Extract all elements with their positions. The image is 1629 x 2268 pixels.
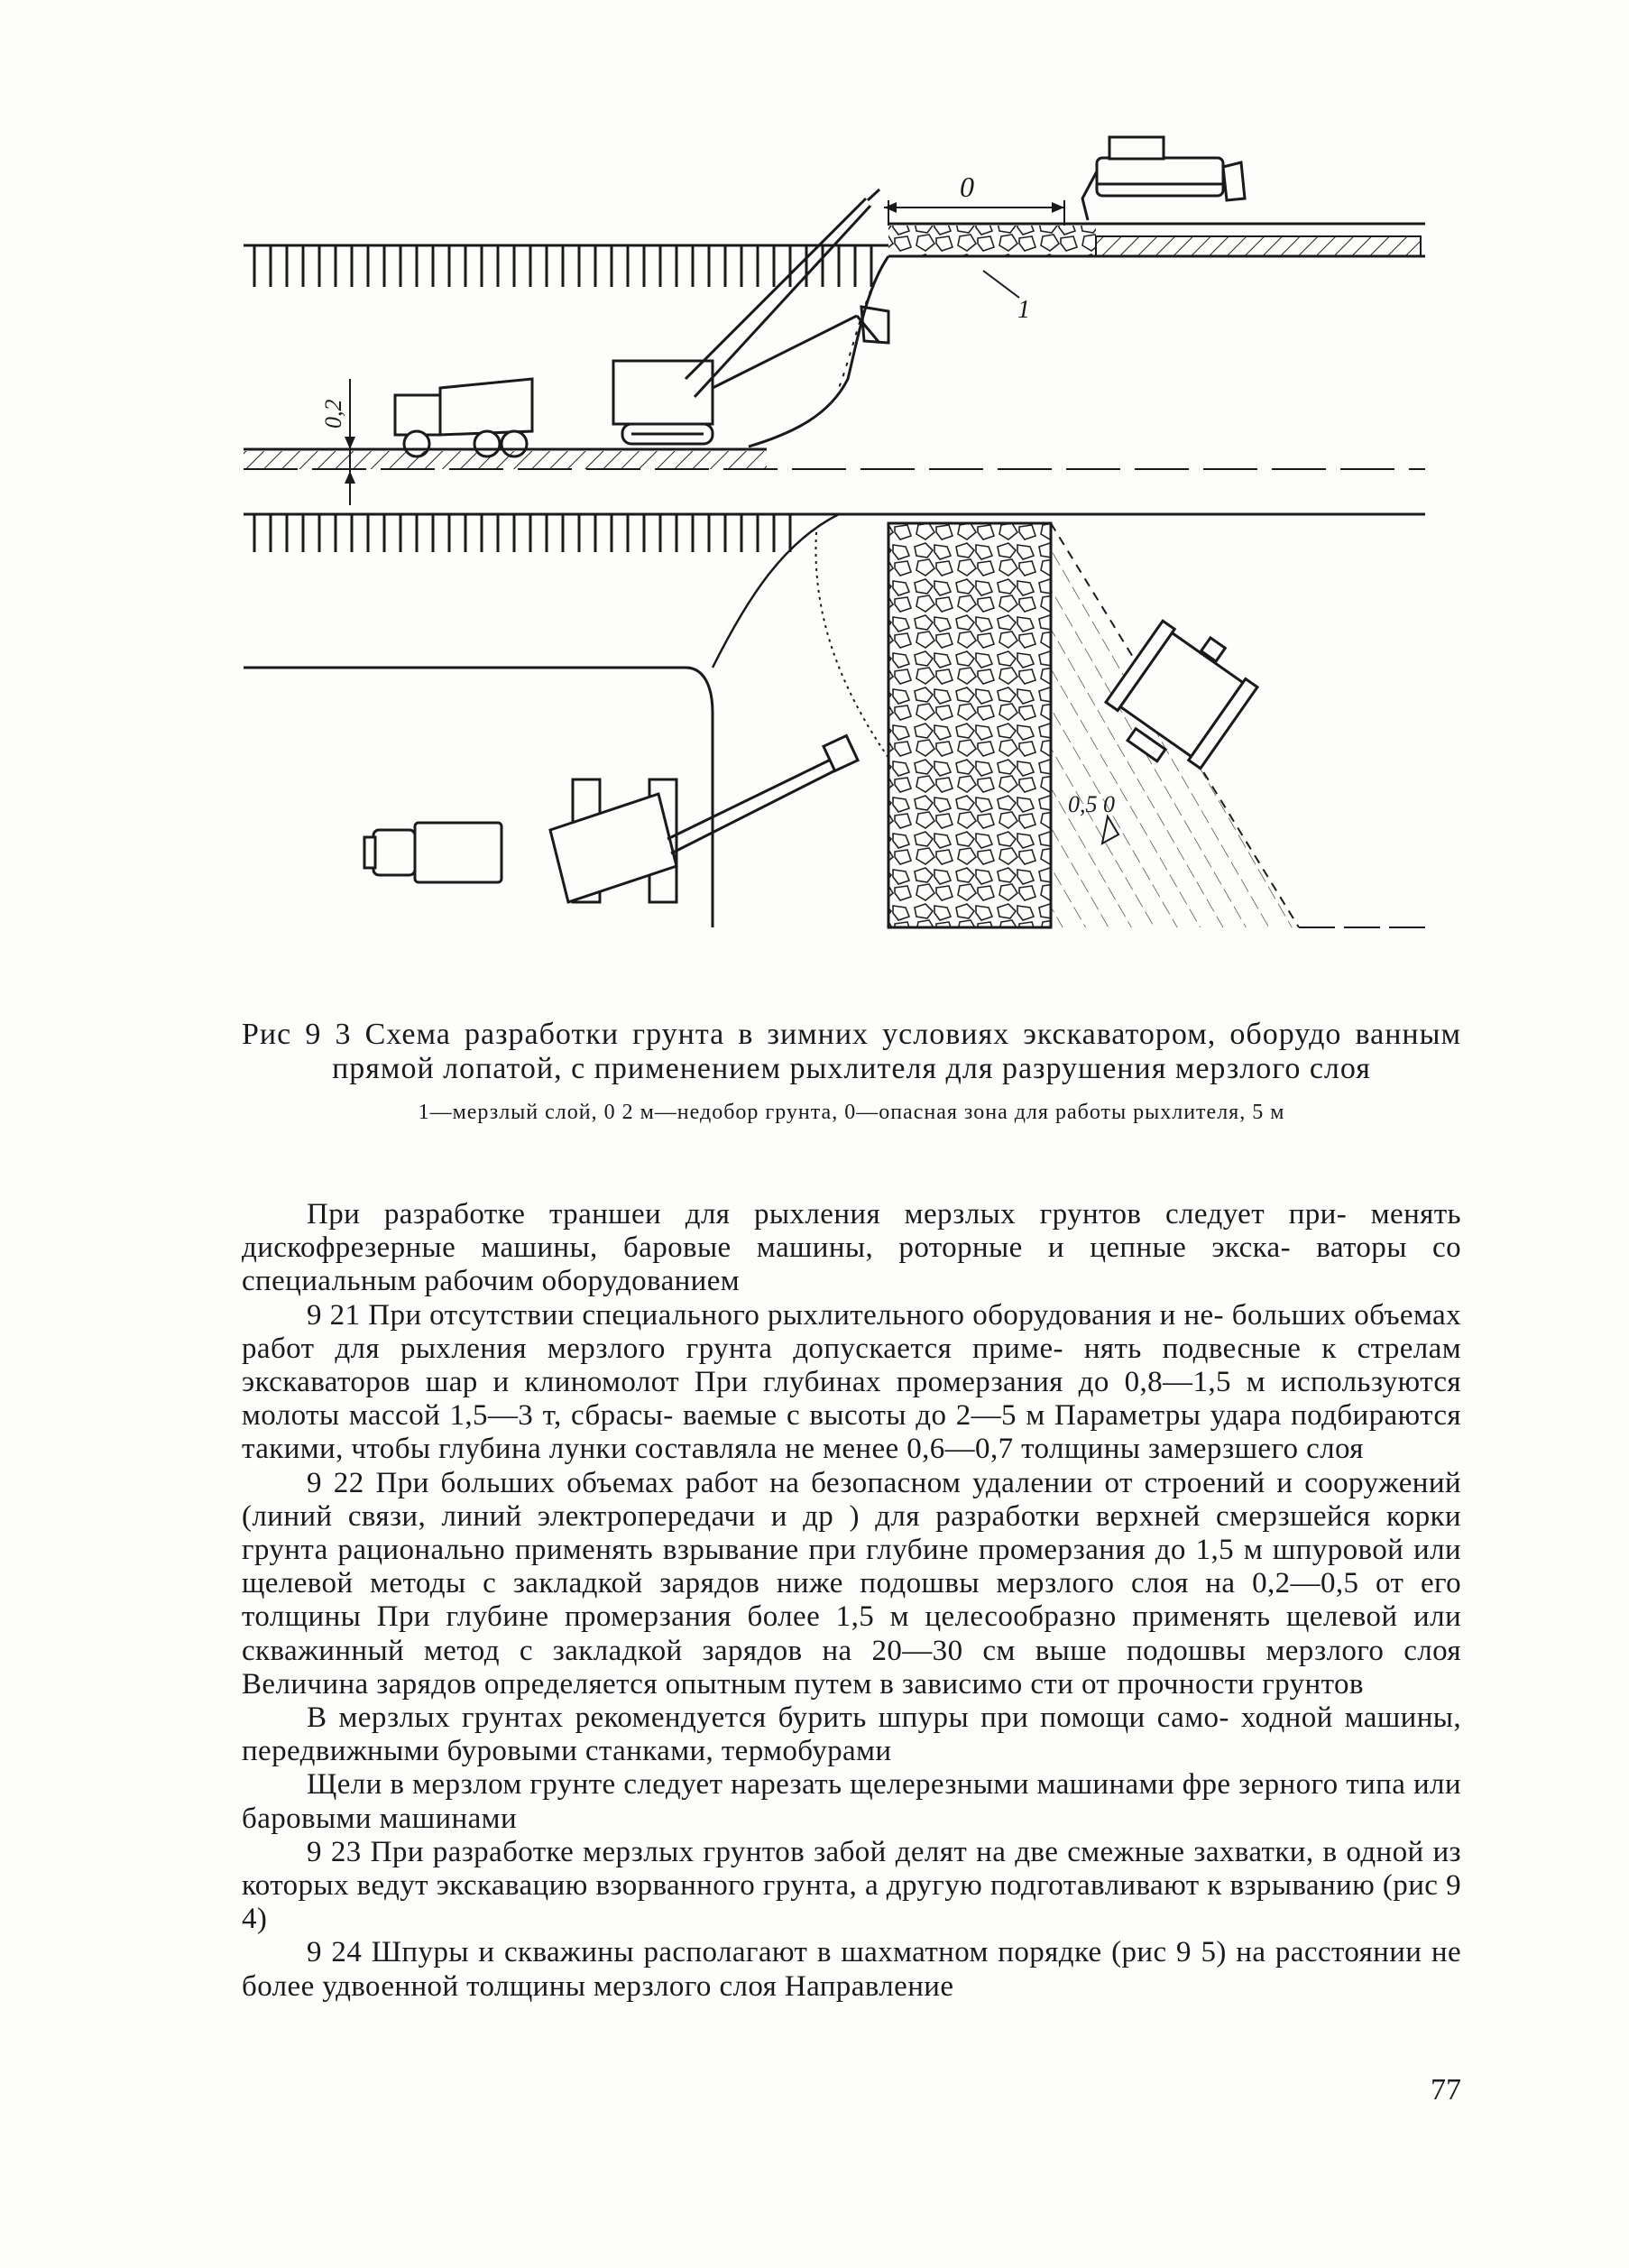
paragraph: 9 24 Шпуры и скважины располагают в шахматном порядке (рис 9 5) на расстоянии не более удвоенной толщины мерзлого слоя Направление	[242, 1936, 1461, 2003]
truck-plan-icon	[364, 823, 502, 882]
figure-excavation-scheme	[0, 0, 1629, 974]
paragraph: При разработке траншеи для рыхления мерзлых грунтов следует при- менять дискофрезерные машины, баровые машины, роторные и цепные экска- ваторы со специальным рабочим оборудованием	[242, 1198, 1461, 1298]
page-number: 77	[1431, 2073, 1461, 2107]
excavator-icon	[613, 189, 888, 444]
paragraph: 9 21 При отсутствии специального рыхлительного оборудования и не- больших объемах работ для рыхления мерзлого грунта допускается приме- нять подвесные к стрелам экскаваторов шар и клиномолот При глубинах промерзания до 0,8—1,5 м используются молоты массой 1,5—3 т, сбрасы- ваемые с высоты до 2—5 м Параметры удара подбираются такими, чтобы глубина лунки составляла не менее 0,6—0,7 толщины замерзшего слоя	[242, 1298, 1461, 1466]
frozen-layer-crust	[888, 226, 1096, 256]
section-view	[244, 171, 1425, 505]
loosened-soil-zone	[888, 523, 1051, 927]
bulldozer-ripper-icon	[1082, 137, 1245, 220]
excavator-plan-icon	[550, 735, 858, 902]
paragraph: Щели в мерзлом грунте следует нарезать щелерезными машинами фре зерного типа или баровыми машинами	[242, 1768, 1461, 1835]
plan-zone-label: 0,5 0	[1068, 791, 1115, 817]
dump-truck-icon	[395, 379, 532, 456]
paragraph: 9 23 При разработке мерзлых грунтов забой делят на две смежные захватки, в одной из которых ведут экскавацию взорванного грунта, а другую подготавливают к взрыванию (рис 9 4)	[242, 1835, 1461, 1936]
figure-caption	[242, 1018, 1461, 1126]
body-text	[242, 1198, 1461, 2004]
danger-zone-label: 0	[960, 171, 974, 203]
paragraph: 9 22 При больших объемах работ на безопасном удалении от строений и сооружений (линий связи, линий электропередачи и др ) для разработки верхней смерзшейся корки грунта рационально применять взрывание при глубине промерзания до 1,5 м шпуровой или щелевой методы с закладкой зарядов ниже подошвы мерзлого слоя на 0,2—0,5 от его толщины При глубине промерзания более 1,5 м целесообразно применять щелевой или скважинный метод с закладкой зарядов на 20—30 см выше подошвы мерзлого слоя Величина зарядов определяется опытным путем в зависимо сти от прочности грунтов	[242, 1466, 1461, 1701]
caption-title: Рис 9 3 Схема разработки грунта в зимних условиях экскаватором, оборудо ванным прямой лопатой, с применением рыхлителя для разрушения мерзлого слоя	[242, 1018, 1461, 1085]
paragraph: В мерзлых грунтах рекомендуется бурить шпуры при помощи само- ходной машины, передвижными буровыми станками, термобурами	[242, 1701, 1461, 1768]
underdig-label: 0,2	[320, 399, 346, 429]
caption-legend: 1—мерзлый слой, 0 2 м—недобор грунта, 0—опасная зона для работы рыхлителя, 5 м	[418, 1101, 1285, 1124]
frozen-layer-label: 1	[1017, 296, 1030, 324]
